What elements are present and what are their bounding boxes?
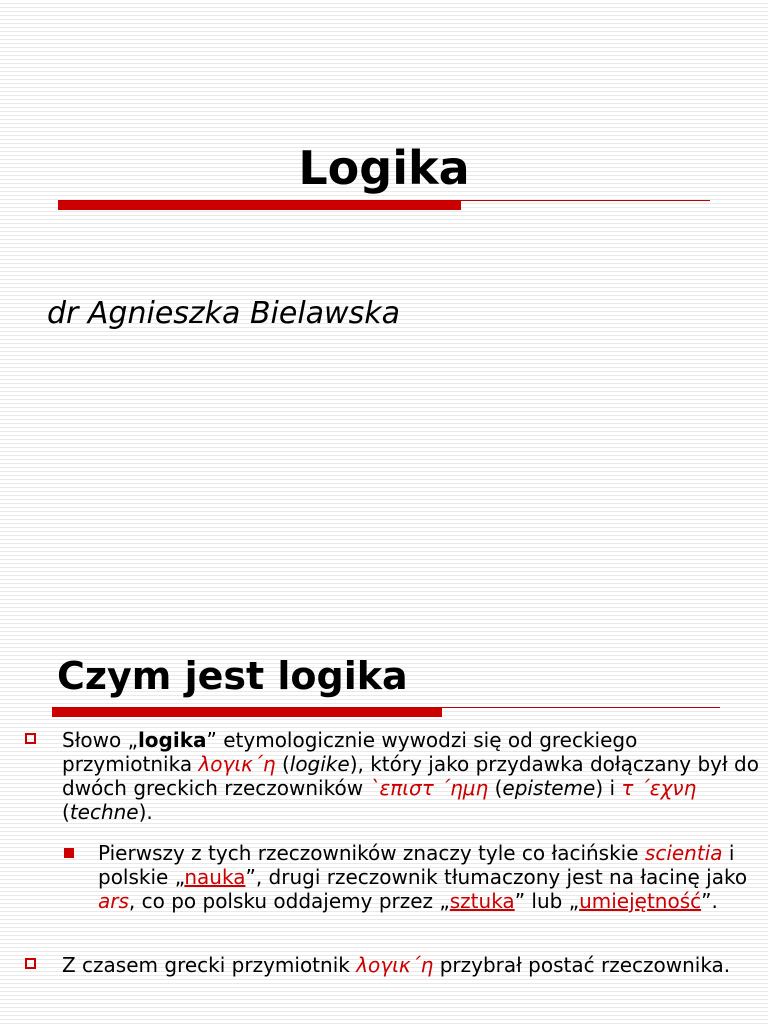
- title-rule-thick: [58, 201, 461, 210]
- slide-title: Czym jest logika: [57, 654, 408, 698]
- filled-square-bullet-icon: [64, 848, 74, 858]
- title-rule-thick: [52, 708, 442, 717]
- author-subtitle: dr Agnieszka Bielawska: [47, 296, 400, 331]
- hollow-square-bullet-icon: [25, 958, 36, 969]
- bullet-text: Słowo „logika” etymologicznie wywodzi się od greckiego przymiotnika λογικ΄η (logike), który jako przydawka dołączany był do dwóch greckich rzeczowników `επιστ ΄ημη (episteme) i τ ΄εχνη (techne).: [62, 728, 759, 824]
- slide-title: Logika: [298, 141, 470, 195]
- bullet-text: Z czasem grecki przymiotnik λογικ΄η przybrał postać rzeczownika.: [62, 953, 731, 977]
- slide-2: [0, 630, 768, 1024]
- hollow-square-bullet-icon: [25, 733, 36, 744]
- sub-bullet-text: Pierwszy z tych rzeczowników znaczy tyle co łacińskie scientia i polskie „nauka”, drugi rzeczownik tłumaczony jest na łacinę jako ars, co po polsku oddajemy przez „sztuka” lub „umiejętność”.: [98, 841, 748, 913]
